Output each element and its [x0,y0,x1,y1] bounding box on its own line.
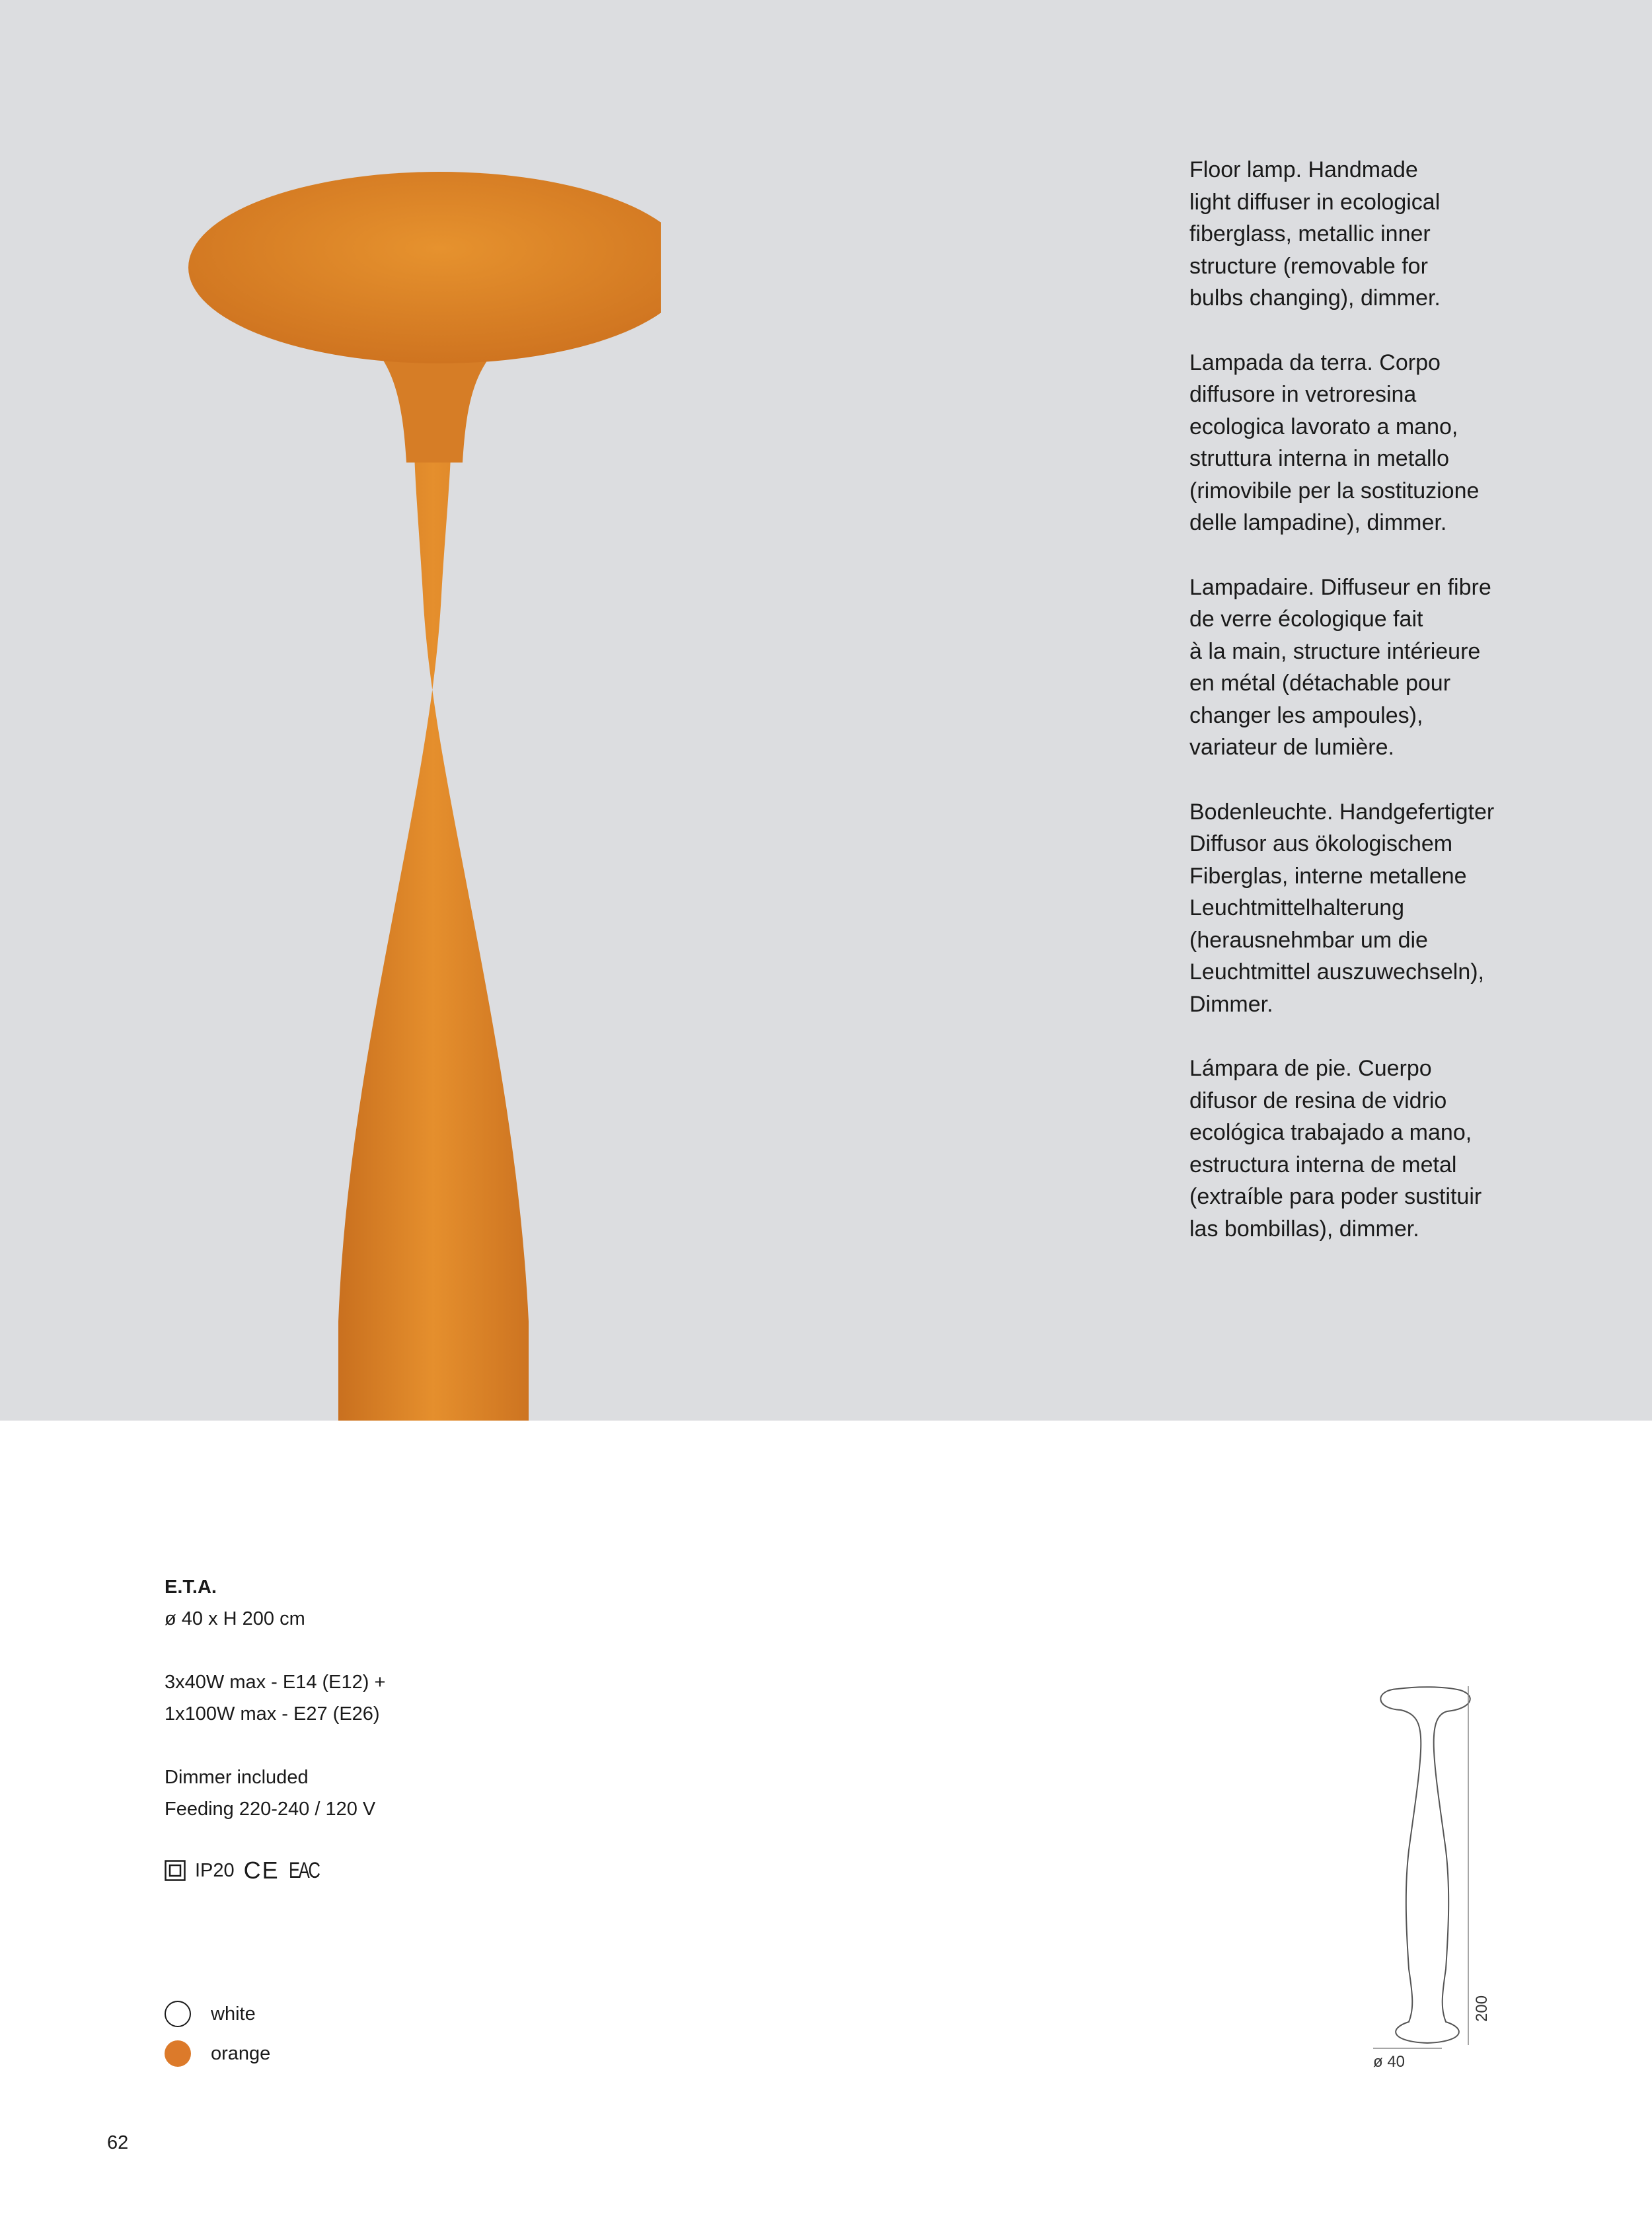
description-fr: Lampadaire. Diffuseur en fibre de verre écologique fait à la main, structure intérieure en métal (détachable pour changer les ampoules), variateur de lumière. [1189,574,1491,760]
double-insulation-icon [165,1860,186,1881]
ip-rating: IP20 [195,1859,235,1881]
lamp-outline [1380,1687,1470,2043]
product-dimensions: ø 40 x H 200 cm [165,1608,305,1629]
description-en: Floor lamp. Handmade light diffuser in ecological fiberglass, metallic inner structure (removable for bulbs changing), dimmer. [1189,157,1441,311]
description-es: Lámpara de pie. Cuerpo difusor de resina de vidrio ecológica trabajado a mano, estructura interna de metal (extraíble para poder sustituir las bombillas), dimmer. [1189,1056,1482,1242]
description-it: Lampada da terra. Corpo diffusore in vetroresina ecologica lavorato a mano, struttura interna in metallo (rimovibile per la sostituzione delle lampadine), dimmer. [1189,350,1480,535]
color-label-white: white [211,2003,256,2025]
swatch-orange-icon [165,2040,191,2067]
lamp-photo [0,0,661,1421]
product-specs [165,1571,627,1825]
bulbs-line-1: 3x40W max - E14 (E12) + [165,1672,386,1693]
height-label: 200 [1473,1995,1491,2022]
description-de: Bodenleuchte. Handgefertigter Diffusor aus ökologischem Fiberglas, interne metallene Leuchtmittelhalterung (herausnehmbar um die Leuchtmittel auszuwechseln), Dimmer. [1189,799,1495,1017]
lamp-body [338,370,529,1421]
bulbs-line-2: 1x100W max - E27 (E26) [165,1703,380,1725]
color-option-orange [165,2034,270,2073]
diameter-label: ø 40 [1373,2053,1406,2071]
certifications-row [165,1857,329,1884]
color-options [165,1994,270,2073]
dimension-drawing [1361,1678,1493,2081]
color-label-orange: orange [211,2042,271,2064]
swatch-white-icon [165,2001,191,2027]
feeding-info: Feeding 220-240 / 120 V [165,1799,376,1820]
color-option-white [165,1994,270,2034]
lamp-head [188,172,661,363]
ce-mark-icon: CE [243,1857,280,1884]
product-name: E.T.A. [165,1577,217,1598]
eac-mark-icon: EAC [288,1857,319,1883]
page-number: 62 [107,2132,129,2153]
description-column [1189,154,1573,1277]
dimmer-info: Dimmer included [165,1767,309,1788]
